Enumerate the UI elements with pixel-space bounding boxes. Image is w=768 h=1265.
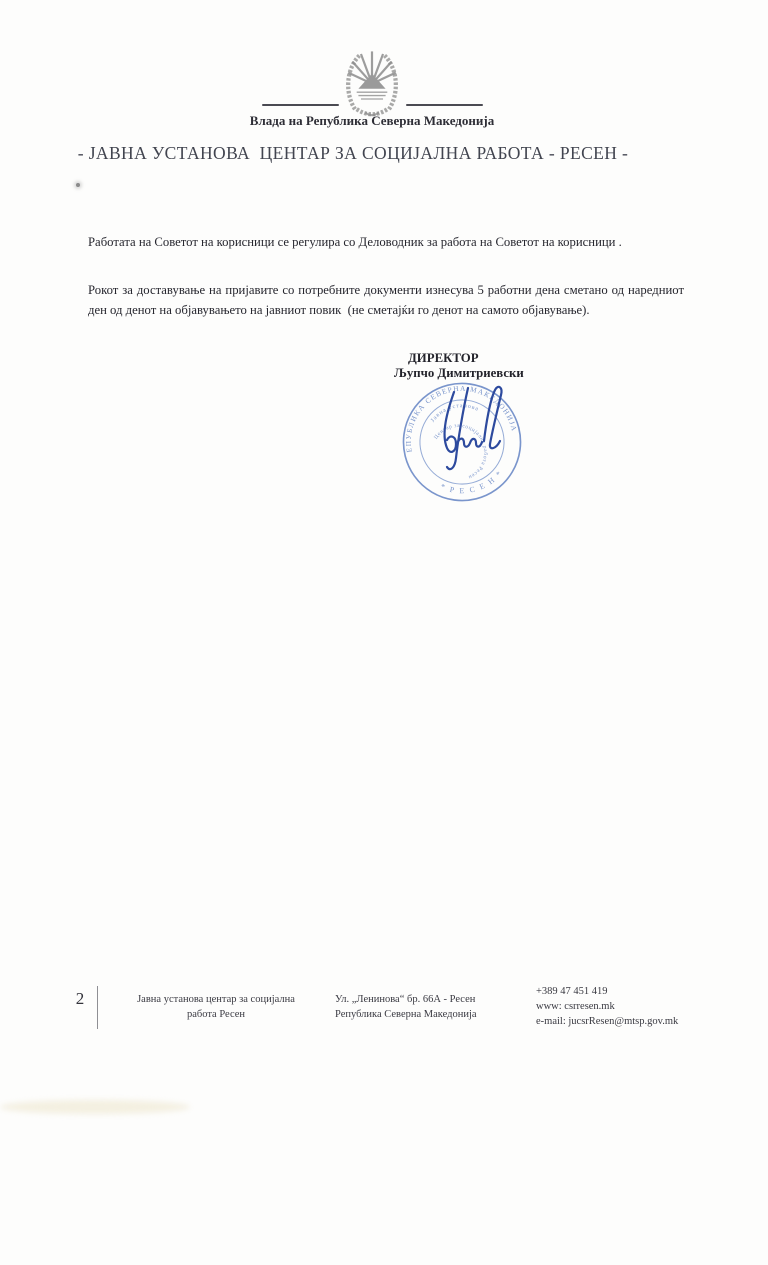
header-rule-left (262, 104, 339, 106)
director-name: Љупчо Димитриевски (394, 366, 524, 380)
government-line: Влада на Република Северна Македонија (249, 113, 495, 128)
director-role-label: ДИРЕКТОР (408, 351, 479, 365)
website: www: csrresen.mk (536, 1001, 615, 1012)
paragraph-regulation: Работата на Советот на корисници се регулира со Деловодник за работа на Советот на корисници . (88, 235, 622, 249)
stamp-inner-top-text: Јавна установа (430, 403, 480, 424)
header-rule-right (406, 104, 483, 106)
address-country: Република Северна Македонија (335, 1009, 477, 1020)
page-number: 2 (75, 989, 85, 1008)
email: e-mail: jucsrResen@mtsp.gov.mk (536, 1016, 679, 1027)
footer-address-block (335, 992, 477, 1022)
coat-of-arms-icon (338, 44, 406, 120)
footer-institution-name: Јавна установа центар за социјална работа Ресен (137, 994, 295, 1020)
document-title: - ЈАВНА УСТАНОВА ЦЕНТАР ЗА СОЦИЈАЛНА РАБОТА - РЕСЕН - (77, 143, 629, 163)
stamp-outer-text: РЕПУБЛИКА СЕВЕРНА МАКЕДОНИЈА (403, 383, 520, 454)
stamp-bottom-text: * Р Е С Е Н * (439, 468, 505, 496)
footer-contact-block (536, 984, 678, 1029)
stamp-inner-ring-text: Центар за социјална работа Ресен (433, 422, 489, 481)
scan-smudge (0, 1100, 190, 1114)
address-street: Ул. „Ленинова“ бр. 66А - Ресен (335, 994, 476, 1005)
phone-number: +389 47 451 419 (536, 986, 608, 997)
scan-speck (76, 183, 80, 187)
footer-divider (97, 986, 98, 1029)
paragraph-deadline: Рокот за доставување на пријавите со потребните документи изнесува 5 работни дена сметано од наредниот ден од денот на објавувањето на јавниот повик (не сметајќи го денот на самото објавување). (88, 283, 688, 317)
handwritten-signature (424, 382, 512, 476)
